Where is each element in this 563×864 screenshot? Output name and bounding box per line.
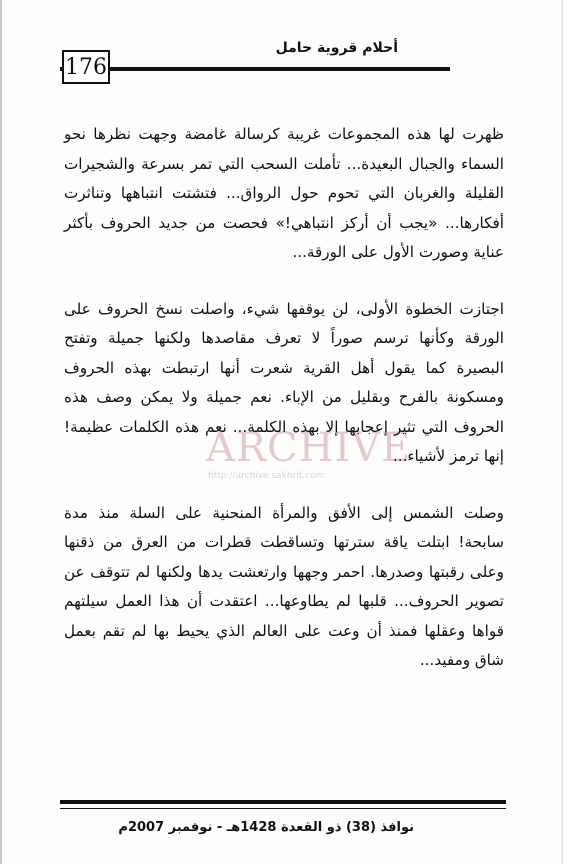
footer-rule xyxy=(60,800,506,804)
header-rule xyxy=(60,67,450,71)
watermark-url: http://archive.sakhrit.com xyxy=(208,471,325,481)
page-footer xyxy=(60,800,506,850)
paragraph-2: اجتازت الخطوة الأولى، لن يوقفها شيء، واصلت نسخ الحروف على الورقة وكأنها ترسم صوراً لا تعرف مقاصدها ولكنها جميلة وتفتح البصيرة كما يقول أهل القرية شعرت أنها ارتبطت بهذه الحروف ومسكونة بالفرح وبقليل من الإباء. نعم جميلة ولا يمكن وصف هذه الحروف التي تثير إعجابها إلا بهذه الكلمة... نعم هذه الكلمات عظيمة! إنها ترمز لأشياء... xyxy=(64,299,504,465)
page-number: 176 xyxy=(62,50,110,84)
article-body xyxy=(64,120,504,676)
running-title: أحلام قروية حامل xyxy=(275,40,398,56)
footer-issue-info: نوافذ (38) ذو القعدة 1428هـ - نوفمبر 2007م xyxy=(118,820,414,835)
page-header xyxy=(60,40,506,90)
paragraph-1: ظهرت لها هذه المجموعات غريبة كرسالة غامضة وجهت نظرها نحو السماء والجبال البعيدة... تأملت السحب التي تمر بسرعة والشجيرات القليلة والغربان التي تحوم حول الرواق... فتشتت انتباهها وتناثرت أفكارها... «يجب أن أركز انتباهي!» فحصت من جديد الحروف بأكثر عناية وصورت الأول على الورقة... xyxy=(64,125,504,261)
footer-rule-thin xyxy=(60,808,506,809)
watermark-text: ARCHIVE xyxy=(206,425,412,471)
paragraph-3: وصلت الشمس إلى الأفق والمرأة المنحنية على السلة منذ مدة سابحة! ابتلت ياقة سترتها وتساقطت قطرات من العرق من ذقنها وعلى رقبتها وصدرها. احمر وجهها وارتعشت يدها ولكنها لم تتوقف عن تصوير الحروف... قلبها لم يطاوعها... اعتقدت أن هذا العمل سيلتهم قواها وعقلها فمنذ أن وعت على العالم الذي يحيط بها لم تقم بعمل شاق ومفيد... xyxy=(64,503,504,669)
